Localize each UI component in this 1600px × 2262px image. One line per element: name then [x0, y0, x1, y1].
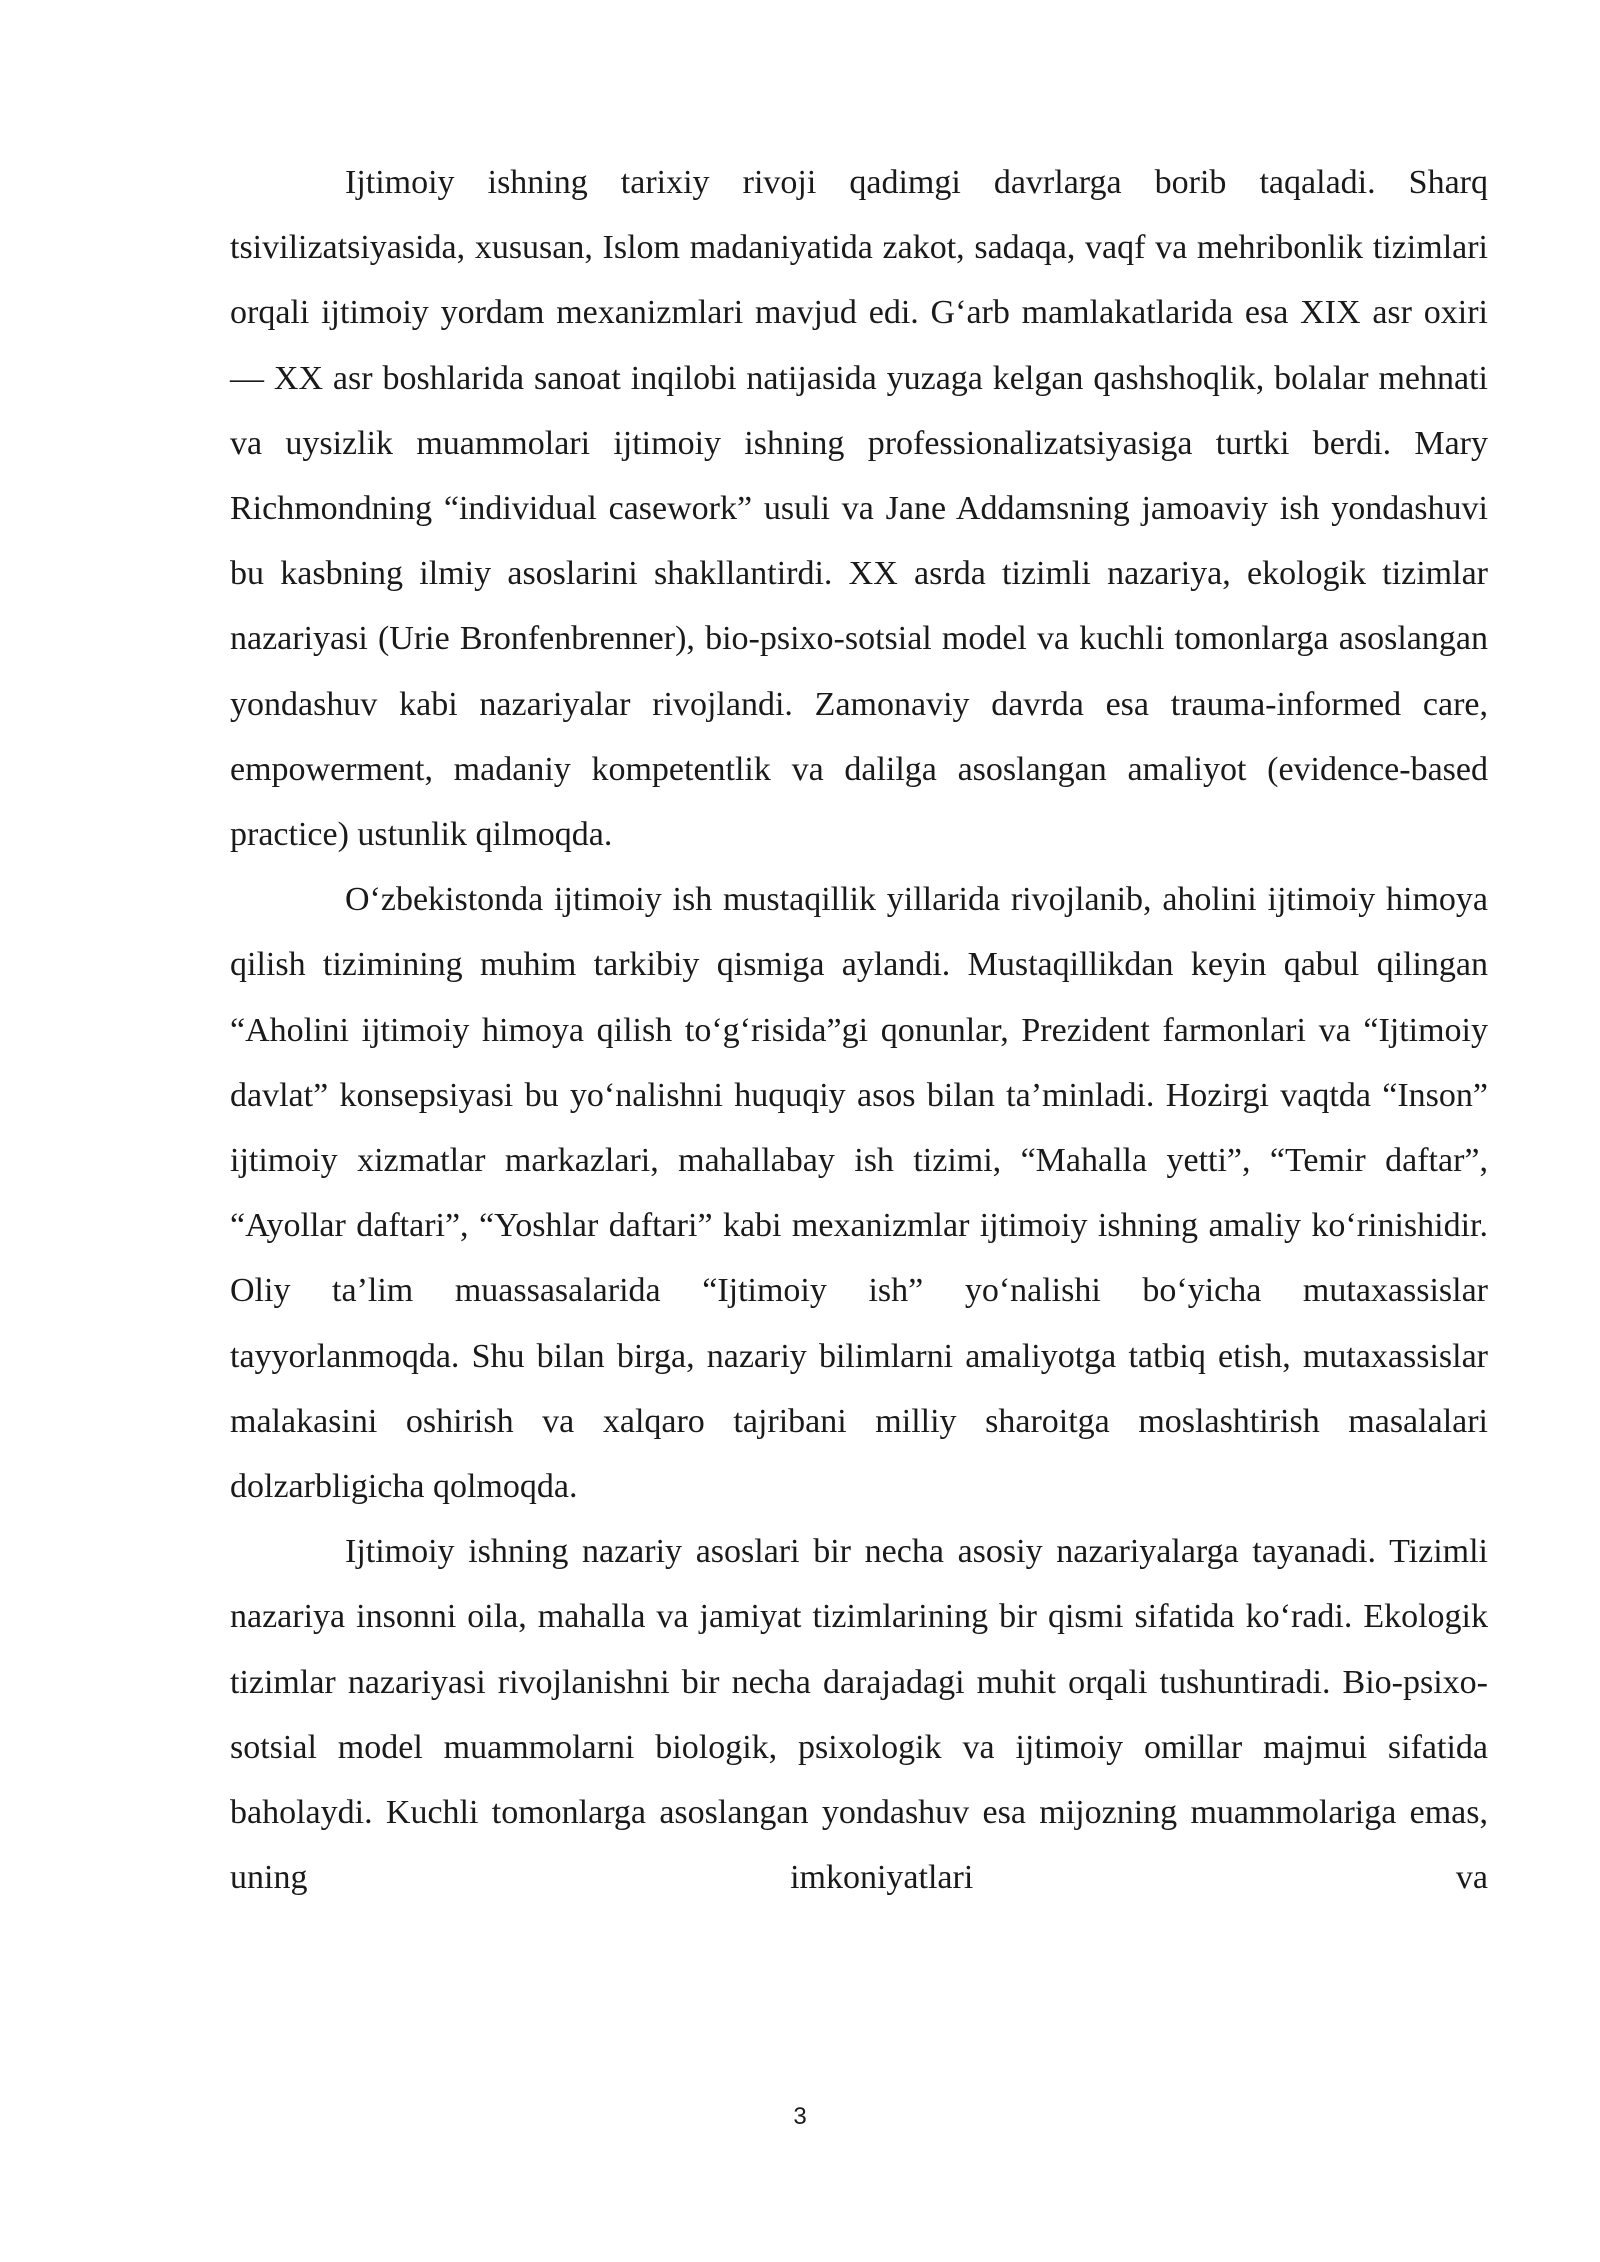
paragraph-theory: Ijtimoiy ishning nazariy asoslari bir necha asosiy nazariyalarga tayanadi. Tizimli nazariya insonni oila, mahalla va jamiyat tizimlarining bir qismi sifatida ko‘radi. Ekologik tizimlar nazariyasi rivojlanishni bir necha darajadagi muhit orqali tushuntiradi. Bio-psixo-sotsial model muammolarni biologik, psixologik va ijtimoiy omillar majmui sifatida baholaydi. Kuchli tomonlarga asoslangan yondashuv esa mijozning muammolariga emas, uning imkoniyatlari va	[230, 1533, 1488, 1897]
paragraph-uzbekistan: O‘zbekistonda ijtimoiy ish mustaqillik yillarida rivojlanib, aholini ijtimoiy himoya qilish tizimining muhim tarkibiy qismiga aylandi. Mustaqillikdan keyin qabul qilingan “Aholini ijtimoiy himoya qilish to‘g‘risida”gi qonunlar, Prezident farmonlari va “Ijtimoiy davlat” konsepsiyasi bu yo‘nalishni huquqiy asos bilan ta’minladi. Hozirgi vaqtda “Inson” ijtimoiy xizmatlar markazlari, mahallabay ish tizimi, “Mahalla yetti”, “Temir daftar”, “Ayollar daftari”, “Yoshlar daftari” kabi mexanizmlar ijtimoiy ishning amaliy ko‘rinishidir. Oliy ta’lim muassasalarida “Ijtimoiy ish” yo‘nalishi bo‘yicha mutaxassislar tayyorlanmoqda. Shu bilan birga, nazariy bilimlarni amaliyotga tatbiq etish, mutaxassislar malakasini oshirish va xalqaro tajribani milliy sharoitga moslashtirish masalalari dolzarbligicha qolmoqda.	[230, 881, 1488, 1506]
page-number: 3	[793, 2103, 807, 2130]
paragraph-history: Ijtimoiy ishning tarixiy rivoji qadimgi davrlarga borib taqaladi. Sharq tsivilizatsiyasida, xususan, Islom madaniyatida zakot, sadaqa, vaqf va mehribonlik tizimlari orqali ijtimoiy yordam mexanizmlari mavjud edi. G‘arb mamlakatlarida esa XIX asr oxiri — XX asr boshlarida sanoat inqilobi natijasida yuzaga kelgan qashshoqlik, bolalar mehnati va uysizlik muammolari ijtimoiy ishning professionalizatsiyasiga turtki berdi. Mary Richmondning “individual casework” usuli va Jane Addamsning jamoaviy ish yondashuvi bu kasbning ilmiy asoslarini shakllantirdi. XX asrda tizimli nazariya, ekologik tizimlar nazariyasi (Urie Bronfenbrenner), bio-psixo-sotsial model va kuchli tomonlarga asoslangan yondashuv kabi nazariyalar rivojlandi. Zamonaviy davrda esa trauma-informed care, empowerment, madaniy kompetentlik va dalilga asoslangan amaliyot (evidence-based practice) ustunlik qilmoqda.	[230, 164, 1488, 854]
body-text	[230, 150, 1488, 1910]
